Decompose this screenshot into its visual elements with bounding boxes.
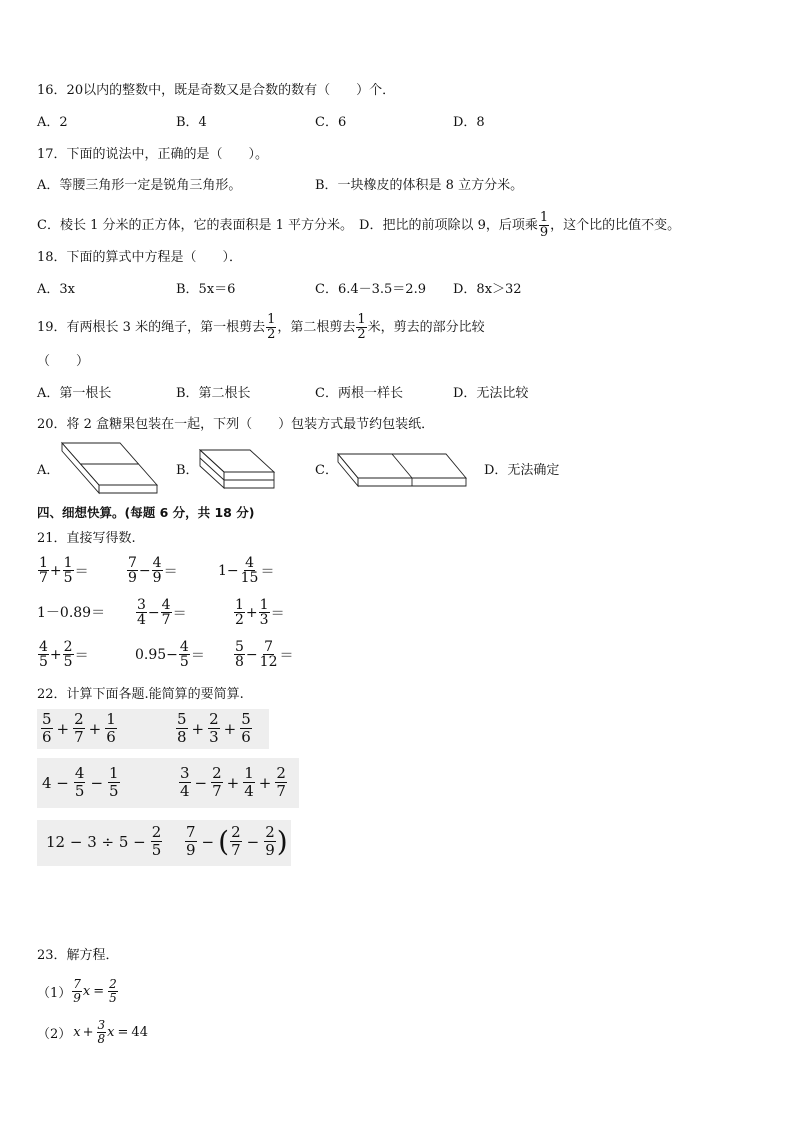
math-term: + — [191, 719, 205, 738]
math-term: − — [246, 832, 260, 851]
math-term: ＝ — [270, 605, 285, 622]
q19-answer-paren: （ ） — [37, 354, 90, 369]
math-term: + — [82, 1025, 94, 1040]
math-term: 3 — [97, 1018, 106, 1032]
math-term: 7 — [39, 570, 48, 586]
fraction — [108, 765, 120, 800]
math-term: 4 — [152, 555, 162, 571]
math-term: 15 — [240, 570, 259, 586]
q21-item-3 — [218, 556, 274, 585]
q21-item-8 — [135, 640, 205, 669]
math-term: 1 — [244, 764, 254, 782]
q19-option-c[interactable]: C．两根一样长 — [315, 386, 403, 401]
fraction — [73, 711, 85, 746]
math-term: 6 — [241, 728, 251, 746]
question-22-stem: 22．计算下面各题.能简算的要简算. — [37, 687, 244, 702]
math-term: ＝ — [190, 647, 205, 664]
math-term: 1－0.89＝ — [37, 605, 106, 621]
math-term: 5 — [63, 570, 73, 586]
q16-option-b[interactable]: B．4 — [176, 115, 207, 130]
math-term: x — [82, 984, 91, 999]
math-term: 5 — [177, 710, 187, 728]
question-16-stem: 16．20以内的整数中，既是奇数又是合数的数有（ ）个． — [37, 83, 396, 98]
math-term: 9 — [152, 570, 162, 586]
math-term: 4 − — [42, 773, 69, 792]
q19-option-d[interactable]: D．无法比较 — [453, 386, 529, 401]
math-term: x — [107, 1025, 115, 1040]
math-term: 5 — [241, 710, 251, 728]
math-term: 3 — [259, 612, 269, 628]
q20-option-b-box-figure[interactable] — [198, 448, 278, 492]
question-21-stem: 21．直接写得数. — [37, 531, 136, 546]
fraction — [179, 765, 191, 800]
question-23-stem: 23．解方程． — [37, 948, 119, 963]
math-term: 44 — [131, 1025, 148, 1040]
fraction-numerator: 1 — [539, 210, 549, 225]
q21-item-4 — [37, 598, 105, 628]
math-term: 12 − 3 ÷ 5 − — [46, 832, 146, 851]
math-term: 2 — [265, 823, 275, 841]
fraction — [161, 598, 172, 627]
math-term: 5 — [151, 841, 162, 859]
math-term: ) — [276, 824, 288, 858]
math-term: 3 — [180, 764, 190, 782]
fraction — [259, 640, 279, 669]
fraction — [211, 765, 223, 800]
math-term: x — [73, 1025, 81, 1040]
math-term: 2 — [74, 710, 84, 728]
q22-expression-1 — [40, 711, 118, 746]
math-term: 2 — [276, 764, 286, 782]
fraction-denominator: 2 — [267, 327, 276, 342]
fraction — [176, 711, 188, 746]
math-term: 1 — [109, 764, 119, 782]
q18-option-b[interactable]: B．5x＝6 — [176, 282, 236, 297]
math-term: + — [56, 719, 70, 738]
q19-option-b[interactable]: B．第二根长 — [176, 386, 251, 401]
q22-expression-5 — [46, 824, 163, 859]
fraction — [152, 556, 163, 585]
math-term: + — [245, 604, 258, 621]
fraction-denominator: 2 — [357, 327, 366, 342]
math-term: 5 — [39, 654, 48, 670]
math-term: − — [194, 773, 208, 792]
fraction — [234, 598, 245, 627]
math-term: 3 — [209, 728, 219, 746]
q22-expression-2 — [175, 711, 253, 746]
q20-option-d[interactable]: D．无法确定 — [484, 463, 560, 478]
q18-option-a[interactable]: A．3x — [37, 282, 75, 297]
question-19-stem — [37, 313, 485, 342]
math-term: ＝ — [172, 605, 187, 622]
fraction — [208, 711, 220, 746]
math-term: 1− — [218, 562, 239, 579]
fraction — [136, 598, 147, 627]
q17-options-cd — [37, 211, 680, 240]
q23-equation-1 — [37, 978, 119, 1005]
math-term: = — [93, 984, 105, 999]
math-term: 4 — [179, 639, 189, 655]
math-term: 5 — [235, 639, 244, 655]
math-term: + — [49, 562, 62, 579]
math-term: 5 — [109, 991, 117, 1005]
fraction — [151, 824, 163, 859]
math-term: 1 — [39, 555, 48, 571]
q20-option-b-label[interactable]: B． — [176, 463, 199, 478]
q18-option-d[interactable]: D．8x＞32 — [453, 282, 522, 297]
math-term: 4 — [39, 639, 48, 655]
q19-option-a[interactable]: A．第一根长 — [37, 386, 112, 401]
q23-equation-2 — [37, 1019, 148, 1046]
math-term: 5 — [42, 710, 52, 728]
math-term: 4 — [74, 764, 85, 782]
math-term: − — [147, 604, 160, 621]
math-term: 5 — [109, 782, 119, 800]
fraction — [234, 640, 245, 669]
fraction — [63, 556, 74, 585]
math-term: 7 — [73, 977, 81, 991]
math-term: 5 — [179, 654, 189, 670]
q17-option-b[interactable]: B．一块橡皮的体积是 8 立方分米。 — [315, 178, 524, 193]
q17-option-d-pre[interactable]: D．把比的前项除以 9，后项乘 — [359, 217, 538, 233]
math-term: 6 — [106, 728, 116, 746]
math-term: + — [226, 773, 240, 792]
math-term: 4 — [161, 597, 171, 613]
math-term: 7 — [212, 782, 222, 800]
math-term: 8 — [177, 728, 187, 746]
math-term: 7 — [74, 728, 84, 746]
question-17-stem: 17．下面的说法中，正确的是（ ）。 — [37, 147, 269, 162]
q22-expression-4 — [178, 765, 288, 800]
q20-option-c-label[interactable]: C． — [315, 463, 338, 478]
math-term: = — [117, 1025, 129, 1040]
math-term: 9 — [186, 841, 196, 859]
q21-item-2 — [126, 556, 178, 585]
fraction — [230, 824, 242, 859]
fraction — [41, 711, 53, 746]
q16-option-a[interactable]: A．2 — [37, 115, 68, 130]
math-term: 1 — [235, 597, 244, 613]
q16-option-d[interactable]: D．8 — [453, 115, 485, 130]
section-4-title: 四、细想快算。(每题 6 分，共 18 分) — [37, 505, 255, 520]
q23-label-2: （2） — [37, 1027, 72, 1042]
math-term: 6 — [42, 728, 52, 746]
fraction-denominator: 9 — [539, 225, 549, 240]
math-term: + — [88, 719, 102, 738]
math-term: 2 — [235, 612, 244, 628]
fraction — [127, 556, 138, 585]
q20-option-c-box-figure[interactable] — [336, 452, 470, 490]
math-term: 4 — [180, 782, 190, 800]
fraction — [264, 824, 276, 859]
q23-label-1: （1） — [37, 986, 72, 1001]
q22-expression-3 — [42, 765, 121, 800]
math-term: ＝ — [74, 563, 89, 580]
math-term: 2 — [63, 639, 73, 655]
question-20-stem: 20．将 2 盒糖果包装在一起，下列（ ）包装方式最节约包装纸． — [37, 417, 435, 432]
fraction — [72, 978, 82, 1005]
math-term: 1 — [259, 597, 269, 613]
fraction — [38, 640, 49, 669]
q22-expression-6 — [184, 824, 288, 859]
math-term: 7 — [161, 612, 171, 628]
math-term: + — [223, 719, 237, 738]
math-term: + — [49, 646, 62, 663]
math-term: 4 — [137, 612, 146, 628]
math-term: − — [245, 646, 258, 663]
q17-option-d-post: ，这个比的比值不变。 — [550, 217, 681, 233]
math-term: ＝ — [279, 647, 294, 664]
fraction — [240, 556, 260, 585]
math-term: 7 — [276, 782, 286, 800]
math-term: 2 — [151, 823, 162, 841]
math-term: − — [138, 562, 151, 579]
math-term: ＝ — [260, 563, 275, 580]
fraction — [275, 765, 287, 800]
q19-stem-mid: ，第二根剪去 — [277, 319, 356, 335]
fraction — [63, 640, 74, 669]
q17-option-a[interactable]: A．等腰三角形一定是锐角三角形。 — [37, 178, 242, 193]
math-term: 4 — [245, 555, 255, 571]
fraction — [243, 765, 255, 800]
math-term: 7 — [264, 639, 274, 655]
math-term: 0.95− — [135, 646, 178, 663]
math-term: 9 — [73, 991, 81, 1005]
q19-fraction-1 — [266, 313, 276, 342]
math-term: 12 — [259, 654, 278, 670]
q19-stem-post: 米，剪去的部分比较 — [367, 319, 485, 335]
q20-option-a-label[interactable]: A． — [37, 463, 60, 478]
math-term: 1 — [63, 555, 73, 571]
q21-item-7 — [37, 640, 89, 669]
math-term: ＝ — [74, 647, 89, 664]
math-term: 9 — [265, 841, 275, 859]
math-term: 5 — [63, 654, 73, 670]
math-term: 7 — [128, 555, 137, 571]
math-term: 2 — [209, 710, 219, 728]
math-term: 4 — [244, 782, 254, 800]
math-term: 1 — [106, 710, 116, 728]
fraction — [97, 1019, 107, 1046]
fraction — [38, 556, 49, 585]
fraction — [105, 711, 117, 746]
math-term: 8 — [97, 1032, 106, 1046]
q21-item-5 — [135, 598, 187, 627]
math-term: − — [201, 832, 215, 851]
fraction — [259, 598, 270, 627]
q21-item-6 — [233, 598, 285, 627]
q18-option-c[interactable]: C．6.4－3.5＝2.9 — [315, 282, 426, 297]
math-term: 8 — [235, 654, 244, 670]
fraction — [108, 978, 118, 1005]
q20-option-a-box-figure[interactable] — [60, 441, 160, 497]
question-18-stem: 18．下面的算式中方程是（ ）． — [37, 250, 243, 265]
math-term: 2 — [109, 977, 117, 991]
math-term: 2 — [231, 823, 241, 841]
q21-item-1 — [37, 556, 89, 585]
q16-option-c[interactable]: C．6 — [315, 115, 347, 130]
math-term: − — [90, 773, 104, 792]
math-term: 7 — [186, 823, 196, 841]
math-term: 9 — [128, 570, 137, 586]
math-term: 3 — [137, 597, 146, 613]
fraction-numerator: 1 — [267, 312, 276, 327]
fraction — [179, 640, 190, 669]
q19-fraction-2 — [356, 313, 366, 342]
fraction-numerator: 1 — [357, 312, 366, 327]
q21-item-9 — [233, 640, 293, 669]
math-term: ( — [218, 824, 230, 858]
fraction — [240, 711, 252, 746]
math-term: 7 — [231, 841, 241, 859]
q19-stem-pre: 19．有两根长 3 米的绳子，第一根剪去 — [37, 319, 266, 335]
fraction — [185, 824, 197, 859]
math-term: + — [258, 773, 272, 792]
math-term: 5 — [74, 782, 85, 800]
math-term: ＝ — [163, 563, 178, 580]
fraction — [74, 765, 86, 800]
math-term: 2 — [212, 764, 222, 782]
q17-option-d-fraction — [539, 211, 549, 240]
q17-option-c[interactable]: C．棱长 1 分米的正方体，它的表面积是 1 平方分米。 — [37, 217, 354, 233]
